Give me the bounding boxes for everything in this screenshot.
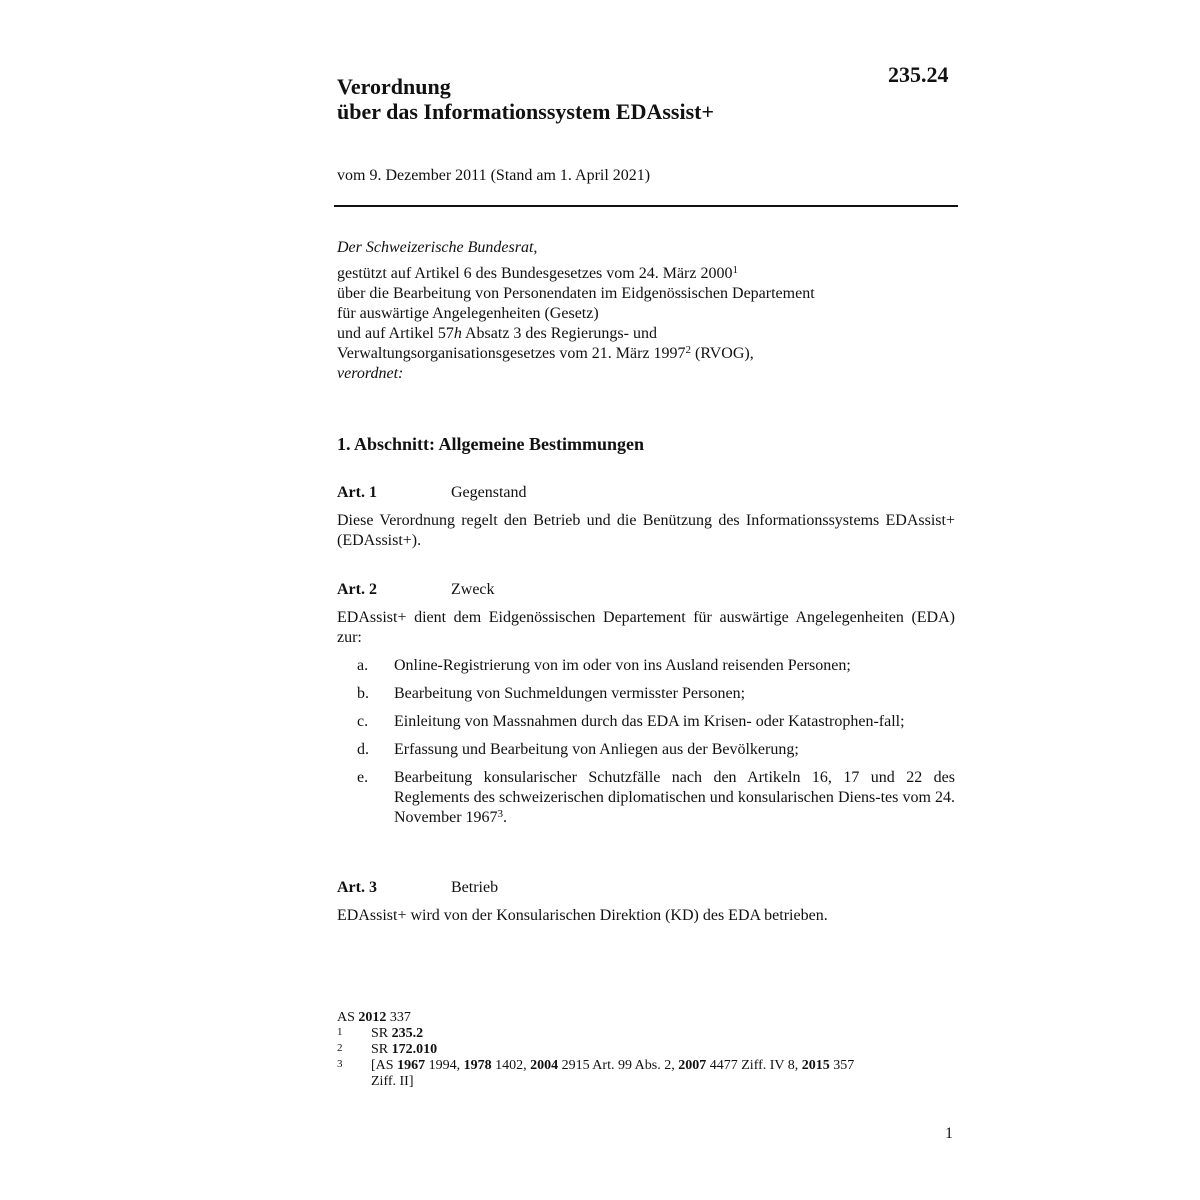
- preamble-line-1: gestützt auf Artikel 6 des Bundesgesetzes vom 24. März 2000$^1$: [337, 264, 738, 282]
- article-text: EDAssist+ wird von der Konsularischen Direktion (KD) des EDA betrieben.: [337, 907, 828, 924]
- footnote-mark: 3: [337, 1058, 343, 1070]
- list-text: Einleitung von Massnahmen durch das EDA im Krisen- oder Katastrophen-fall;: [394, 713, 905, 730]
- list-text: Bearbeitung von Suchmeldungen vermisster Personen;: [394, 685, 746, 702]
- footnote-mark: 1: [337, 1026, 343, 1038]
- list-item: [337, 684, 955, 704]
- page-number: 1: [945, 1125, 953, 1142]
- purpose-list: [337, 656, 955, 828]
- list-text: Erfassung und Bearbeitung von Anliegen aus der Bevölkerung;: [394, 741, 799, 758]
- article-number: Art. 1: [337, 484, 377, 501]
- list-letter: c.: [357, 713, 369, 730]
- list-text: Bearbeitung konsularischer Schutzfälle nach den Artikeln 16, 17 und 22 des Reglements des schweizerischen diplomatischen und konsularischen Diens-tes vom 24. November 1967: [394, 769, 955, 826]
- article-number: Art. 3: [337, 879, 377, 896]
- section-heading: 1. Abschnitt: Allgemeine Bestimmungen: [337, 434, 645, 454]
- as-reference: AS 2012 337: [337, 1010, 411, 1025]
- article-text: EDAssist+ dient dem Eidgenössischen Departement für auswärtige Angelegenheiten (EDA) zur:: [337, 609, 955, 646]
- footnotes: [337, 1010, 937, 1090]
- document-title: [337, 74, 714, 124]
- article-1: [337, 483, 955, 551]
- authority: Der Schweizerische Bundesrat,: [337, 239, 538, 256]
- sr-number: 235.24: [888, 62, 949, 87]
- header-divider: [334, 205, 958, 207]
- document-date: vom 9. Dezember 2011 (Stand am 1. April 2021): [337, 167, 651, 184]
- list-item: [337, 712, 955, 732]
- article-title: Gegenstand: [451, 484, 527, 501]
- footnote-3: 3 [AS 1967 1994, 1978 1402, 2004 2915 Art. 99 Abs. 2, 2007 4477 Ziff. IV 8, 2015 357 Ziff. II]: [337, 1058, 855, 1089]
- list-item: [337, 740, 955, 760]
- article-text: Diese Verordnung regelt den Betrieb und die Benützung des Informationssystems EDAssist+ (EDAssist+).: [337, 512, 955, 549]
- list-letter: e.: [357, 769, 369, 786]
- preamble-line-5: Verwaltungsorganisationsgesetzes vom 21. März 1997$^2$ (RVOG),: [337, 344, 754, 362]
- title-line-2: über das Informationssystem EDAssist+: [337, 99, 714, 124]
- article-heading: [337, 580, 955, 600]
- article-heading: [337, 878, 955, 898]
- footnote-1: 1 SR 235.2: [337, 1026, 424, 1041]
- article-2: [337, 580, 955, 836]
- article-3: [337, 878, 955, 926]
- article-title: Betrieb: [451, 879, 499, 896]
- decree: verordnet:: [337, 365, 404, 382]
- preamble-line-4: und auf Artikel 57h Absatz 3 des Regierungs- und: [337, 325, 657, 342]
- preamble: [337, 238, 957, 384]
- article-number: Art. 2: [337, 581, 377, 598]
- list-item: e. Bearbeitung konsularischer Schutzfälle nach den Artikeln 16, 17 und 22 des Reglements des schweizerischen diplomatischen und konsularischen Diens-tes vom 24. November 1967$^3$.: [357, 769, 955, 826]
- article-title: Zweck: [451, 581, 495, 598]
- list-letter: a.: [357, 657, 369, 674]
- footnote-ref-2[interactable]: 2: [685, 344, 692, 356]
- footnote-mark: 2: [337, 1042, 343, 1054]
- list-item: [337, 656, 955, 676]
- footnote-2: 2 SR 172.010: [337, 1042, 438, 1057]
- list-text: Online-Registrierung von im oder von ins Ausland reisenden Personen;: [394, 657, 851, 674]
- title-line-1: Verordnung: [337, 74, 451, 99]
- article-heading: [337, 483, 955, 503]
- footnote-ref-1[interactable]: 1: [732, 264, 738, 276]
- preamble-line-2: über die Bearbeitung von Personendaten im Eidgenössischen Departement: [337, 285, 815, 302]
- list-letter: d.: [357, 741, 369, 758]
- footnote-ref-3[interactable]: 3: [497, 808, 504, 820]
- list-letter: b.: [357, 685, 369, 702]
- preamble-line-3: für auswärtige Angelegenheiten (Gesetz): [337, 305, 599, 322]
